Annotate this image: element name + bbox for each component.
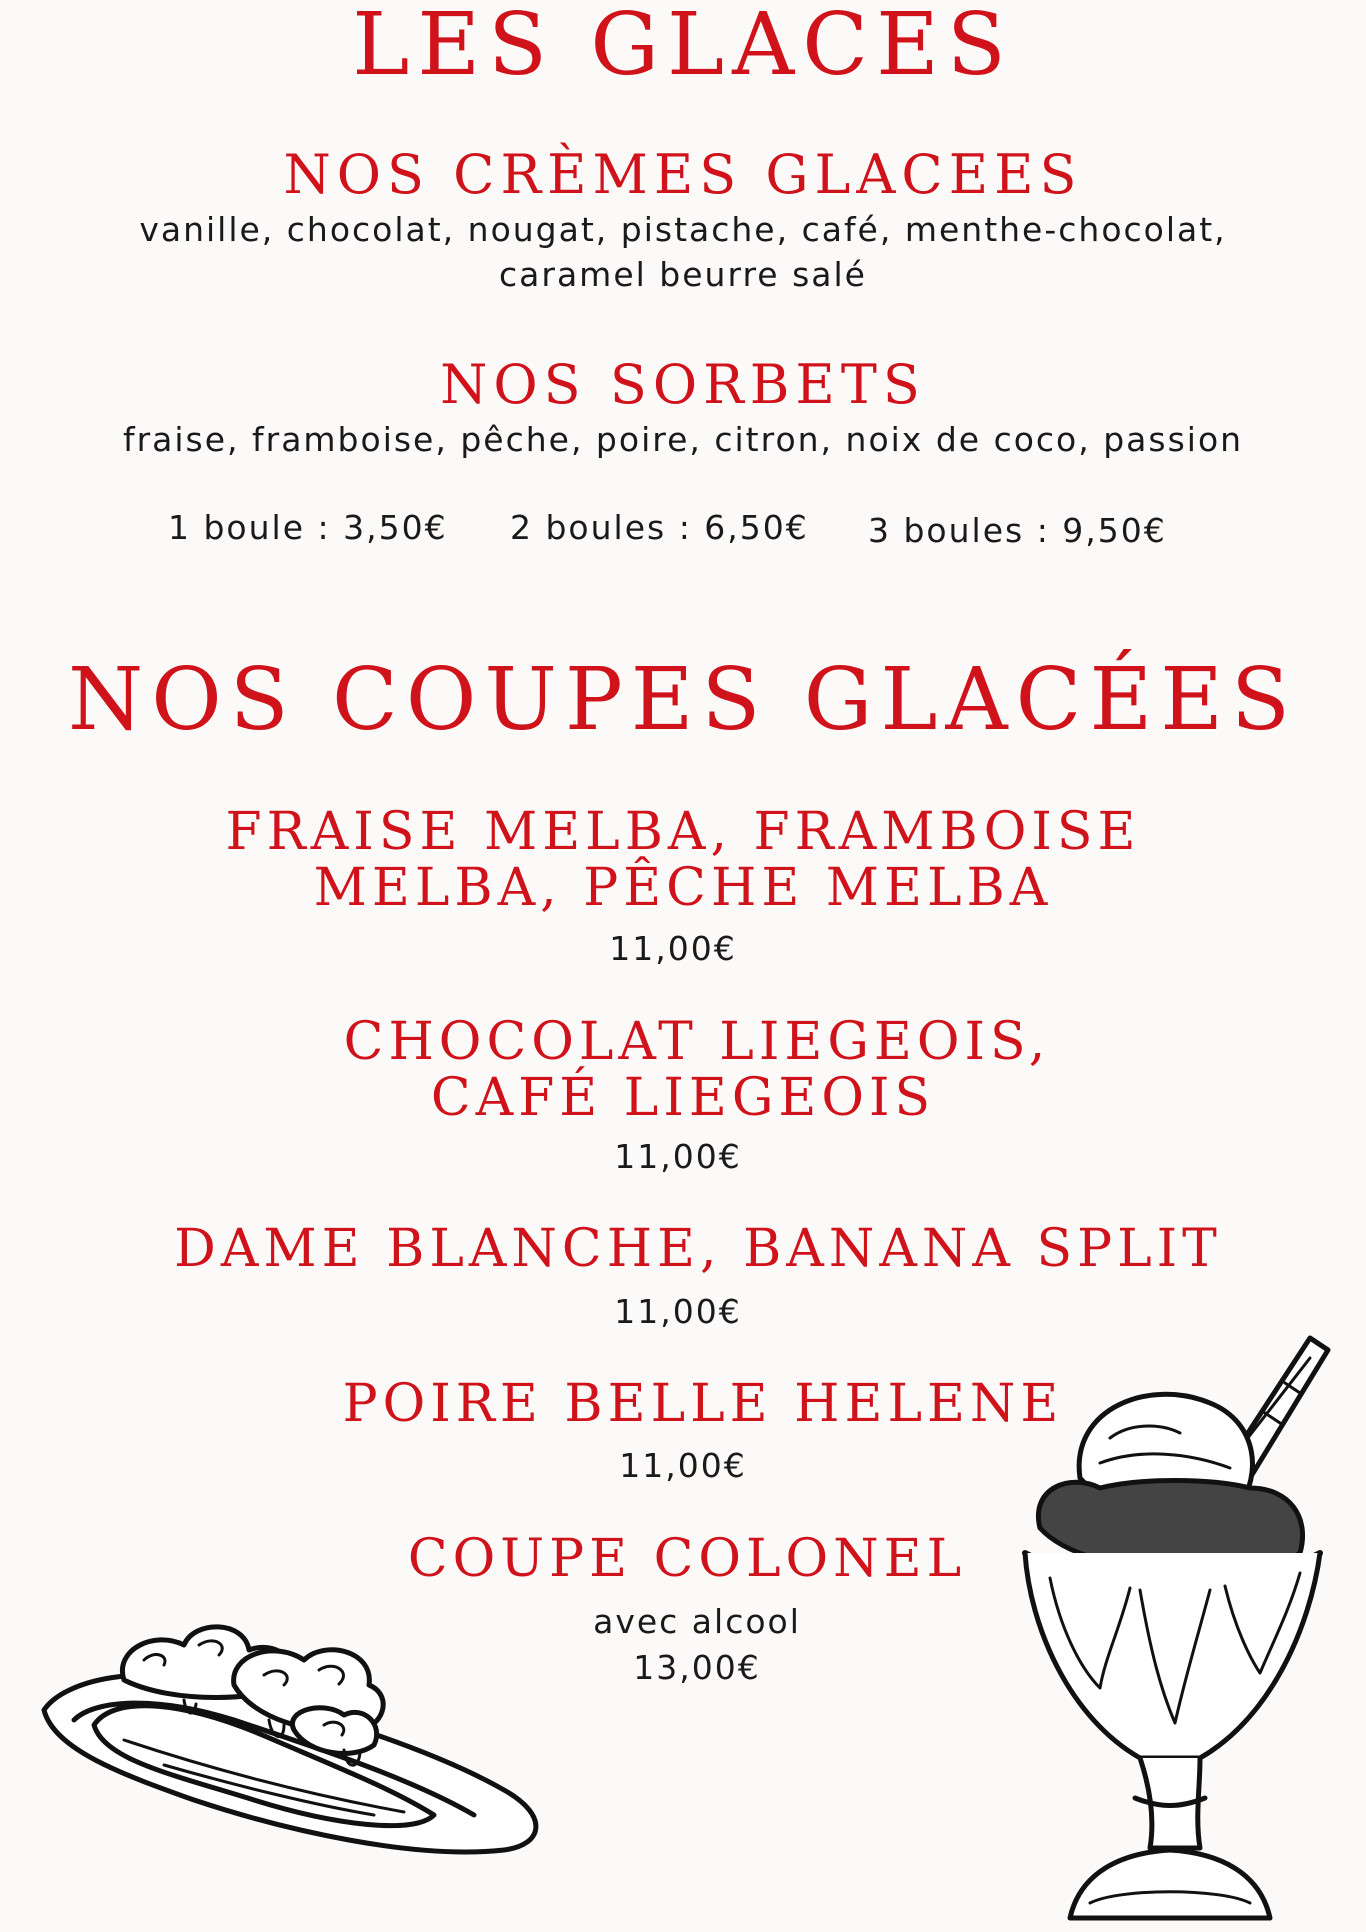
- coupe-melba-name-line2: MELBA, PÊCHE MELBA: [313, 858, 1053, 918]
- cremes-flavors-line1: vanille, chocolat, nougat, pistache, café, menthe-chocolat,: [139, 210, 1227, 249]
- coupe-liegeois-name-line1: CHOCOLAT LIEGEOIS,: [343, 1012, 1051, 1072]
- page-title: LES GLACES: [352, 0, 1014, 95]
- coupe-colonel-price: 13,00€: [633, 1648, 761, 1687]
- sorbets-flavors: fraise, framboise, pêche, poire, citron, noix de coco, passion: [122, 420, 1244, 459]
- price-2-boules: 2 boules : 6,50€: [510, 508, 809, 547]
- section-title-sorbets: NOS SORBETS: [440, 353, 926, 416]
- ice-cream-sundae-icon: [1010, 1328, 1340, 1928]
- coupe-colonel-note: avec alcool: [593, 1602, 801, 1641]
- section-title-coupes: NOS COUPES GLACÉES: [68, 650, 1298, 750]
- cremes-flavors-line2: caramel beurre salé: [499, 255, 867, 294]
- scoop-prices: [0, 508, 1366, 558]
- coupe-poire-name: POIRE BELLE HELENE: [342, 1374, 1064, 1434]
- coupe-liegeois-name-line2: CAFÉ LIEGEOIS: [430, 1068, 936, 1128]
- price-1-boule: 1 boule : 3,50€: [168, 508, 448, 547]
- coupe-dame-blanche-price: 11,00€: [614, 1292, 742, 1331]
- coupe-poire-price: 11,00€: [619, 1446, 747, 1485]
- banana-split-icon: [34, 1600, 554, 1870]
- coupe-melba-price: 11,00€: [609, 929, 737, 968]
- coupe-colonel-name: COUPE COLONEL: [407, 1529, 967, 1589]
- price-3-boules: 3 boules : 9,50€: [868, 511, 1167, 550]
- coupe-melba-name-line1: FRAISE MELBA, FRAMBOISE: [225, 802, 1141, 862]
- coupe-dame-blanche-name: DAME BLANCHE, BANANA SPLIT: [174, 1219, 1222, 1279]
- coupe-liegeois-price: 11,00€: [614, 1137, 742, 1176]
- section-title-cremes: NOS CRÈMES GLACEES: [283, 143, 1083, 206]
